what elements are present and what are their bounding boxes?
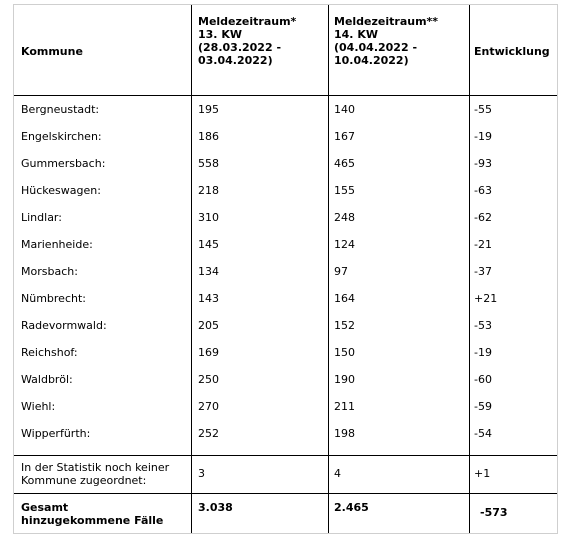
row-kommune: Marienheide: xyxy=(21,238,93,251)
header-kw13-line: (28.03.2022 - xyxy=(198,41,282,54)
row-kw13: 250 xyxy=(198,373,219,386)
unassigned-label xyxy=(21,461,169,487)
row-kw14: 152 xyxy=(334,319,355,332)
row-kw13: 270 xyxy=(198,400,219,413)
row-kommune: Bergneustadt: xyxy=(21,103,100,116)
row-divider xyxy=(14,455,557,456)
row-kw13: 252 xyxy=(198,427,219,440)
unassigned-diff: +1 xyxy=(474,467,491,480)
unassigned-label-line: Kommune zugeordnet: xyxy=(21,474,147,487)
row-diff: -93 xyxy=(474,157,492,170)
column-divider xyxy=(191,5,192,533)
row-kw13: 558 xyxy=(198,157,219,170)
row-kw14: 167 xyxy=(334,130,355,143)
row-kw14: 140 xyxy=(334,103,355,116)
row-diff: -55 xyxy=(474,103,492,116)
row-kw13: 310 xyxy=(198,211,219,224)
row-kommune: Wiehl: xyxy=(21,400,56,413)
row-diff: -19 xyxy=(474,130,492,143)
row-divider xyxy=(14,95,557,96)
row-kw13: 218 xyxy=(198,184,219,197)
row-diff: -53 xyxy=(474,319,492,332)
row-diff: -37 xyxy=(474,265,492,278)
row-kw14: 211 xyxy=(334,400,355,413)
row-kw13: 169 xyxy=(198,346,219,359)
row-kw14: 124 xyxy=(334,238,355,251)
row-diff: -54 xyxy=(474,427,492,440)
total-label xyxy=(21,501,163,527)
header-kw14-line: (04.04.2022 - xyxy=(334,41,418,54)
header-kw13-line: 03.04.2022) xyxy=(198,54,273,67)
header-kommune: Kommune xyxy=(21,45,83,58)
row-diff: -19 xyxy=(474,346,492,359)
header-kw14-line: 10.04.2022) xyxy=(334,54,409,67)
column-divider xyxy=(328,5,329,533)
unassigned-label-line: In der Statistik noch keiner xyxy=(21,461,170,474)
row-kw13: 143 xyxy=(198,292,219,305)
row-kommune: Wipperfürth: xyxy=(21,427,91,440)
row-kw13: 134 xyxy=(198,265,219,278)
row-kw14: 198 xyxy=(334,427,355,440)
header-entwicklung: Entwicklung xyxy=(474,45,550,58)
row-kommune: Engelskirchen: xyxy=(21,130,102,143)
row-kommune: Hückeswagen: xyxy=(21,184,101,197)
row-kw13: 195 xyxy=(198,103,219,116)
row-divider xyxy=(14,493,557,494)
row-kommune: Waldbröl: xyxy=(21,373,73,386)
header-kw14-line: 14. KW xyxy=(334,28,378,41)
header-kw13-line: Meldezeitraum* xyxy=(198,15,297,28)
row-kommune: Gummersbach: xyxy=(21,157,106,170)
row-kw13: 186 xyxy=(198,130,219,143)
row-kw14: 150 xyxy=(334,346,355,359)
row-kommune: Radevormwald: xyxy=(21,319,107,332)
row-kw14: 164 xyxy=(334,292,355,305)
row-kw13: 145 xyxy=(198,238,219,251)
header-kw14 xyxy=(334,15,438,67)
row-kommune: Lindlar: xyxy=(21,211,62,224)
column-divider xyxy=(469,5,470,533)
header-kw13-line: 13. KW xyxy=(198,28,242,41)
row-diff: -60 xyxy=(474,373,492,386)
row-kw13: 205 xyxy=(198,319,219,332)
row-kw14: 465 xyxy=(334,157,355,170)
row-diff: -59 xyxy=(474,400,492,413)
row-kommune: Nümbrecht: xyxy=(21,292,86,305)
unassigned-kw13: 3 xyxy=(198,467,205,480)
total-label-line: Gesamt xyxy=(21,501,69,514)
unassigned-kw14: 4 xyxy=(334,467,341,480)
row-diff: +21 xyxy=(474,292,498,305)
row-diff: -63 xyxy=(474,184,492,197)
total-kw13: 3.038 xyxy=(198,501,233,514)
header-kw13 xyxy=(198,15,296,67)
row-kommune: Morsbach: xyxy=(21,265,78,278)
row-diff: -21 xyxy=(474,238,492,251)
row-kommune: Reichshof: xyxy=(21,346,78,359)
header-kw14-line: Meldezeitraum** xyxy=(334,15,439,28)
total-diff: -573 xyxy=(480,506,508,519)
row-kw14: 248 xyxy=(334,211,355,224)
total-label-line: hinzugekommene Fälle xyxy=(21,514,164,527)
row-kw14: 155 xyxy=(334,184,355,197)
row-kw14: 190 xyxy=(334,373,355,386)
total-kw14: 2.465 xyxy=(334,501,369,514)
statistics-table xyxy=(13,4,558,534)
row-diff: -62 xyxy=(474,211,492,224)
row-kw14: 97 xyxy=(334,265,348,278)
